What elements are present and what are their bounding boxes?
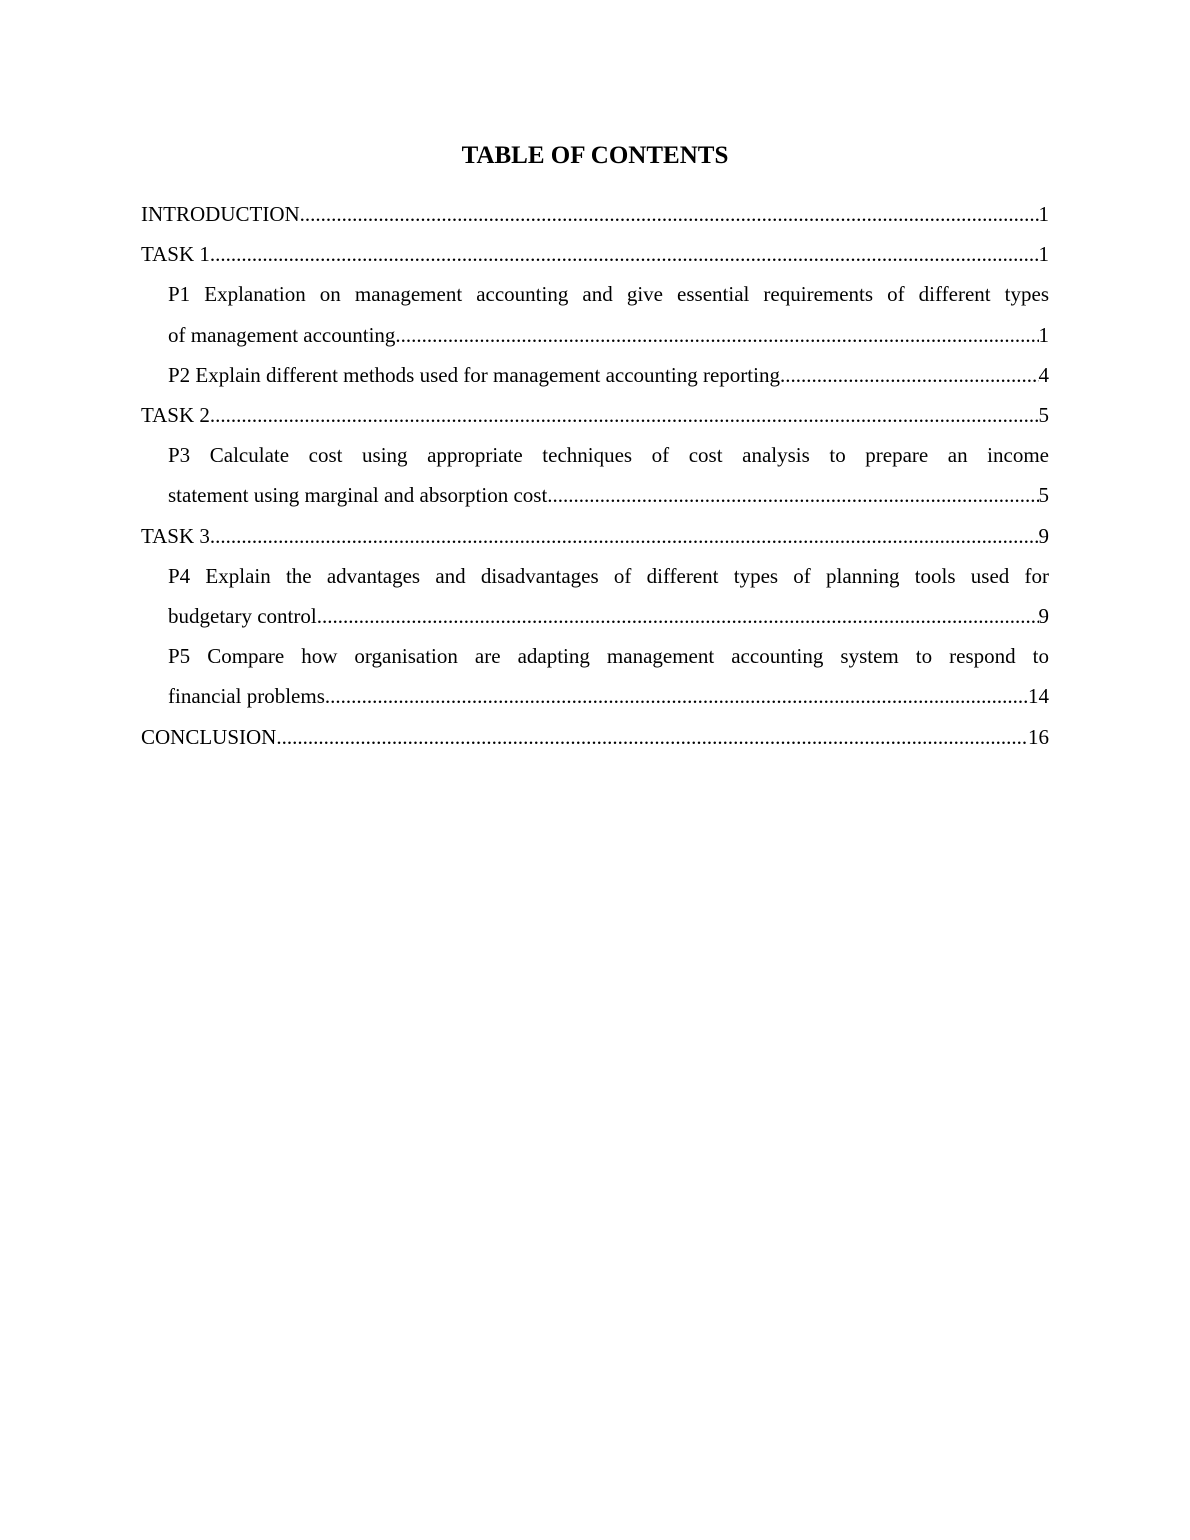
toc-entry-label-line-2: financial problems: [168, 684, 325, 709]
toc-entry-label: P2 Explain different methods used for management accounting reporting: [168, 362, 780, 387]
dot-leader: [210, 516, 1039, 556]
dot-leader: [300, 194, 1039, 234]
toc-entry-task-1[interactable]: [141, 234, 1049, 274]
toc-entry-conclusion[interactable]: [141, 717, 1049, 757]
toc-page-number: 9: [1038, 604, 1049, 629]
toc-page-number: 1: [1038, 202, 1049, 226]
toc-entry-label: CONCLUSION: [141, 724, 277, 749]
toc-page-number: 5: [1038, 403, 1049, 428]
toc-page-number: 14: [1028, 684, 1049, 709]
toc-entry-label: TASK 3: [141, 523, 210, 548]
toc-entry-introduction[interactable]: [141, 194, 1049, 234]
toc-page-number: 1: [1038, 242, 1049, 267]
toc-page-number: 16: [1028, 724, 1049, 749]
toc-entry-task-3[interactable]: [141, 516, 1049, 556]
toc-entry-label-line-2: budgetary control: [168, 604, 317, 629]
toc-entry-label: TASK 2: [141, 403, 210, 428]
dot-leader: [395, 315, 1038, 355]
dot-leader: [276, 717, 1028, 757]
toc-title: TABLE OF CONTENTS: [461, 142, 729, 169]
toc-entry-p3[interactable]: [168, 435, 1049, 515]
toc-entry-label-line-2: of management accounting: [168, 322, 396, 347]
toc-entry-label-line-2: statement using marginal and absorption cost: [168, 483, 548, 508]
toc-page-number: 4: [1038, 362, 1049, 387]
toc-entry-p5[interactable]: [168, 636, 1049, 716]
toc-entry-p1[interactable]: [168, 274, 1049, 354]
toc-entry-label-line-1: P5 Compare how organisation are adapting management accounting system to respond to: [168, 644, 1049, 669]
toc-entry-label: TASK 1: [141, 242, 210, 267]
dot-leader: [210, 234, 1039, 274]
toc-page-number: 1: [1038, 322, 1049, 347]
dot-leader: [325, 676, 1028, 716]
table-of-contents: [141, 194, 1049, 757]
toc-page-number: 9: [1038, 523, 1049, 548]
toc-entry-label-line-1: P1 Explanation on management accounting and give essential requirements of different types: [168, 282, 1049, 307]
toc-entry-p2[interactable]: [168, 355, 1049, 395]
dot-leader: [317, 596, 1039, 636]
toc-page-number: 5: [1038, 483, 1049, 508]
toc-entry-p4[interactable]: [168, 556, 1049, 636]
dot-leader: [210, 395, 1039, 435]
dot-leader: [547, 475, 1038, 515]
toc-entry-label: INTRODUCTION: [141, 202, 300, 226]
dot-leader: [780, 355, 1039, 395]
toc-entry-label-line-1: P4 Explain the advantages and disadvantages of different types of planning tools used for: [168, 563, 1049, 588]
toc-entry-task-2[interactable]: [141, 395, 1049, 435]
toc-entry-label-line-1: P3 Calculate cost using appropriate techniques of cost analysis to prepare an income: [168, 443, 1049, 468]
